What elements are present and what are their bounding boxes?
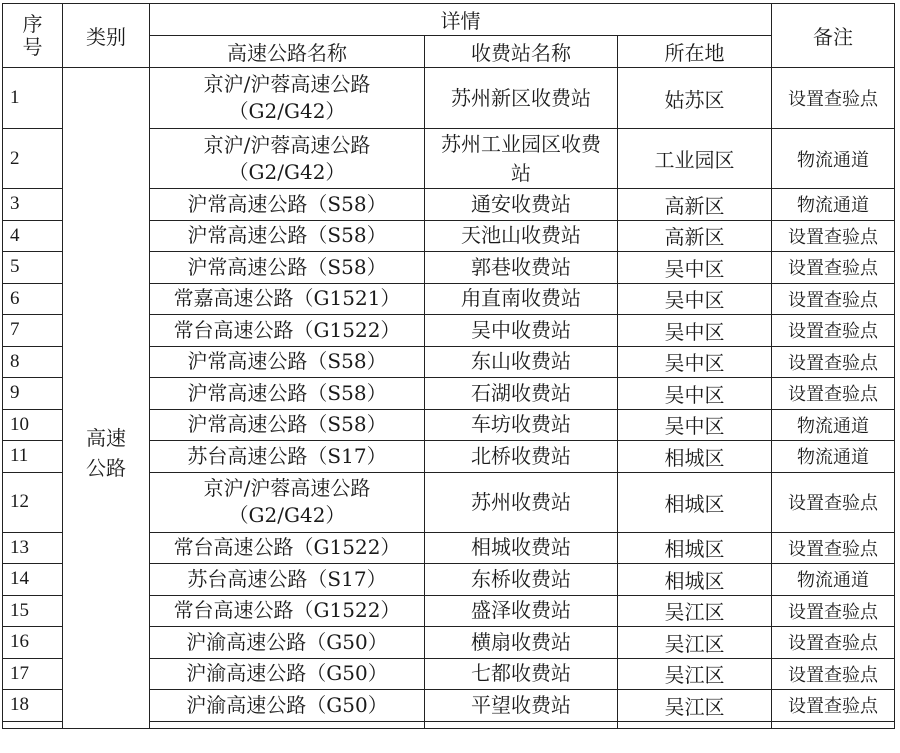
highway-name-cell [150,409,425,441]
highway-name-cell [150,220,425,252]
row-number: 3 [3,189,63,221]
highway-name-cell [150,129,425,189]
highway-name-line: 苏台高速公路（S17） [187,566,387,591]
category-line2: 公路 [86,455,126,480]
empty-cell [772,721,895,728]
highway-name-line: 京沪/沪蓉高速公路 [203,72,371,96]
remark-cell: 设置查验点 [772,68,895,129]
header-seq-line2: 号 [22,34,43,59]
station-name-cell: 东桥收费站 [425,564,618,596]
location-cell: 相城区 [618,532,772,564]
location-cell: 吴江区 [618,658,772,690]
location-cell: 吴江区 [618,627,772,659]
highway-name-cell [150,627,425,659]
row-number: 15 [3,595,63,627]
station-name-cell: 横扇收费站 [425,627,618,659]
highway-name-line: （G2/G42） [228,99,346,123]
highway-name-line: 沪渝高速公路（G50） [186,629,388,654]
location-cell: 吴中区 [618,252,772,284]
header-seq [3,4,63,68]
row-number: 2 [3,129,63,189]
row-number: 6 [3,283,63,315]
row-number: 8 [3,346,63,378]
highway-name-line: 沪常高速公路（S58） [187,349,387,374]
highway-name-cell [150,595,425,627]
header-station: 收费站名称 [425,36,618,68]
highway-name-line: 常台高速公路（G1522） [173,598,401,623]
station-name-cell: 相城收费站 [425,532,618,564]
remark-cell: 物流通道 [772,564,895,596]
location-cell: 吴江区 [618,690,772,722]
remark-cell: 设置查验点 [772,252,895,284]
remark-cell: 物流通道 [772,129,895,189]
location-cell: 相城区 [618,564,772,596]
remark-cell: 设置查验点 [772,283,895,315]
row-number: 11 [3,441,63,473]
remark-cell: 设置查验点 [772,690,895,722]
highway-name-cell [150,690,425,722]
location-cell: 吴江区 [618,595,772,627]
highway-name-cell [150,441,425,473]
station-name-cell: 甪直南收费站 [425,283,618,315]
highway-name-line: 沪常高速公路（S58） [187,412,387,437]
row-number: 18 [3,690,63,722]
station-name-cell: 石湖收费站 [425,378,618,410]
row-number: 5 [3,252,63,284]
toll-station-table [2,3,895,729]
station-name-cell: 天池山收费站 [425,220,618,252]
remark-cell: 设置查验点 [772,627,895,659]
highway-name-line: 沪常高速公路（S58） [187,223,387,248]
header-remark: 备注 [772,4,895,68]
highway-name-cell [150,346,425,378]
station-name-cell: 北桥收费站 [425,441,618,473]
remark-cell: 物流通道 [772,441,895,473]
row-number: 9 [3,378,63,410]
remark-cell: 设置查验点 [772,595,895,627]
highway-name-cell [150,532,425,564]
highway-name-line: 京沪/沪蓉高速公路 [203,132,371,157]
station-name-cell: 盛泽收费站 [425,595,618,627]
remark-cell: 设置查验点 [772,220,895,252]
remark-cell: 物流通道 [772,409,895,441]
highway-name-line: 沪常高速公路（S58） [187,254,387,279]
row-number: 10 [3,409,63,441]
highway-name-cell [150,315,425,347]
row-number: 7 [3,315,63,347]
highway-name-line: 沪渝高速公路（G50） [186,661,388,686]
category-cell [63,68,150,729]
highway-name-line: （G2/G42） [228,159,346,184]
location-cell: 吴中区 [618,346,772,378]
station-name-cell: 苏州新区收费站 [425,68,618,129]
remark-cell: 设置查验点 [772,472,895,532]
location-cell: 姑苏区 [618,68,772,129]
row-number: 12 [3,472,63,532]
category-line1: 高速 [86,425,126,450]
location-cell: 高新区 [618,189,772,221]
table-row [3,68,895,129]
highway-name-cell [150,472,425,532]
remark-cell: 设置查验点 [772,378,895,410]
highway-name-line: （G2/G42） [228,503,346,527]
remark-cell: 物流通道 [772,189,895,221]
remark-cell: 设置查验点 [772,658,895,690]
station-name-cell: 东山收费站 [425,346,618,378]
header-category: 类别 [63,4,150,68]
row-number: 4 [3,220,63,252]
empty-cell [425,721,618,728]
header-highway: 高速公路名称 [150,36,425,68]
highway-name-cell [150,378,425,410]
location-cell: 吴中区 [618,378,772,410]
remark-cell: 设置查验点 [772,346,895,378]
empty-cell [150,721,425,728]
location-cell: 吴中区 [618,315,772,347]
header-row-1 [3,4,895,36]
station-name-cell: 苏州收费站 [425,472,618,532]
header-details: 详情 [150,4,772,36]
highway-name-line: 京沪/沪蓉高速公路 [203,476,371,500]
highway-name-line: 常嘉高速公路（G1521） [173,286,401,311]
highway-name-line: 沪渝高速公路（G50） [186,692,388,717]
station-name-cell: 郭巷收费站 [425,252,618,284]
highway-name-line: 苏台高速公路（S17） [187,443,387,468]
highway-name-cell [150,189,425,221]
highway-name-line: 常台高速公路（G1522） [173,535,401,560]
highway-name-line: 常台高速公路（G1522） [173,317,401,342]
remark-cell: 设置查验点 [772,532,895,564]
highway-name-cell [150,252,425,284]
location-cell: 吴中区 [618,409,772,441]
station-name-cell: 苏州工业园区收费站 [425,129,618,189]
remark-cell: 设置查验点 [772,315,895,347]
highway-name-cell [150,658,425,690]
location-cell: 工业园区 [618,129,772,189]
highway-name-cell [150,283,425,315]
row-number: 1 [3,68,63,129]
empty-cell [3,721,63,728]
row-number: 13 [3,532,63,564]
row-number: 17 [3,658,63,690]
empty-cell [618,721,772,728]
location-cell: 高新区 [618,220,772,252]
station-name-cell: 通安收费站 [425,189,618,221]
station-name-cell: 平望收费站 [425,690,618,722]
highway-name-cell [150,564,425,596]
highway-name-cell [150,68,425,129]
header-seq-line1: 序 [22,11,43,36]
row-number: 16 [3,627,63,659]
station-name-cell: 吴中收费站 [425,315,618,347]
row-number: 14 [3,564,63,596]
location-cell: 相城区 [618,441,772,473]
location-cell: 吴中区 [618,283,772,315]
highway-name-line: 沪常高速公路（S58） [187,191,387,216]
station-name-cell: 七都收费站 [425,658,618,690]
location-cell: 相城区 [618,472,772,532]
highway-name-line: 沪常高速公路（S58） [187,380,387,405]
station-name-cell: 车坊收费站 [425,409,618,441]
header-location: 所在地 [618,36,772,68]
